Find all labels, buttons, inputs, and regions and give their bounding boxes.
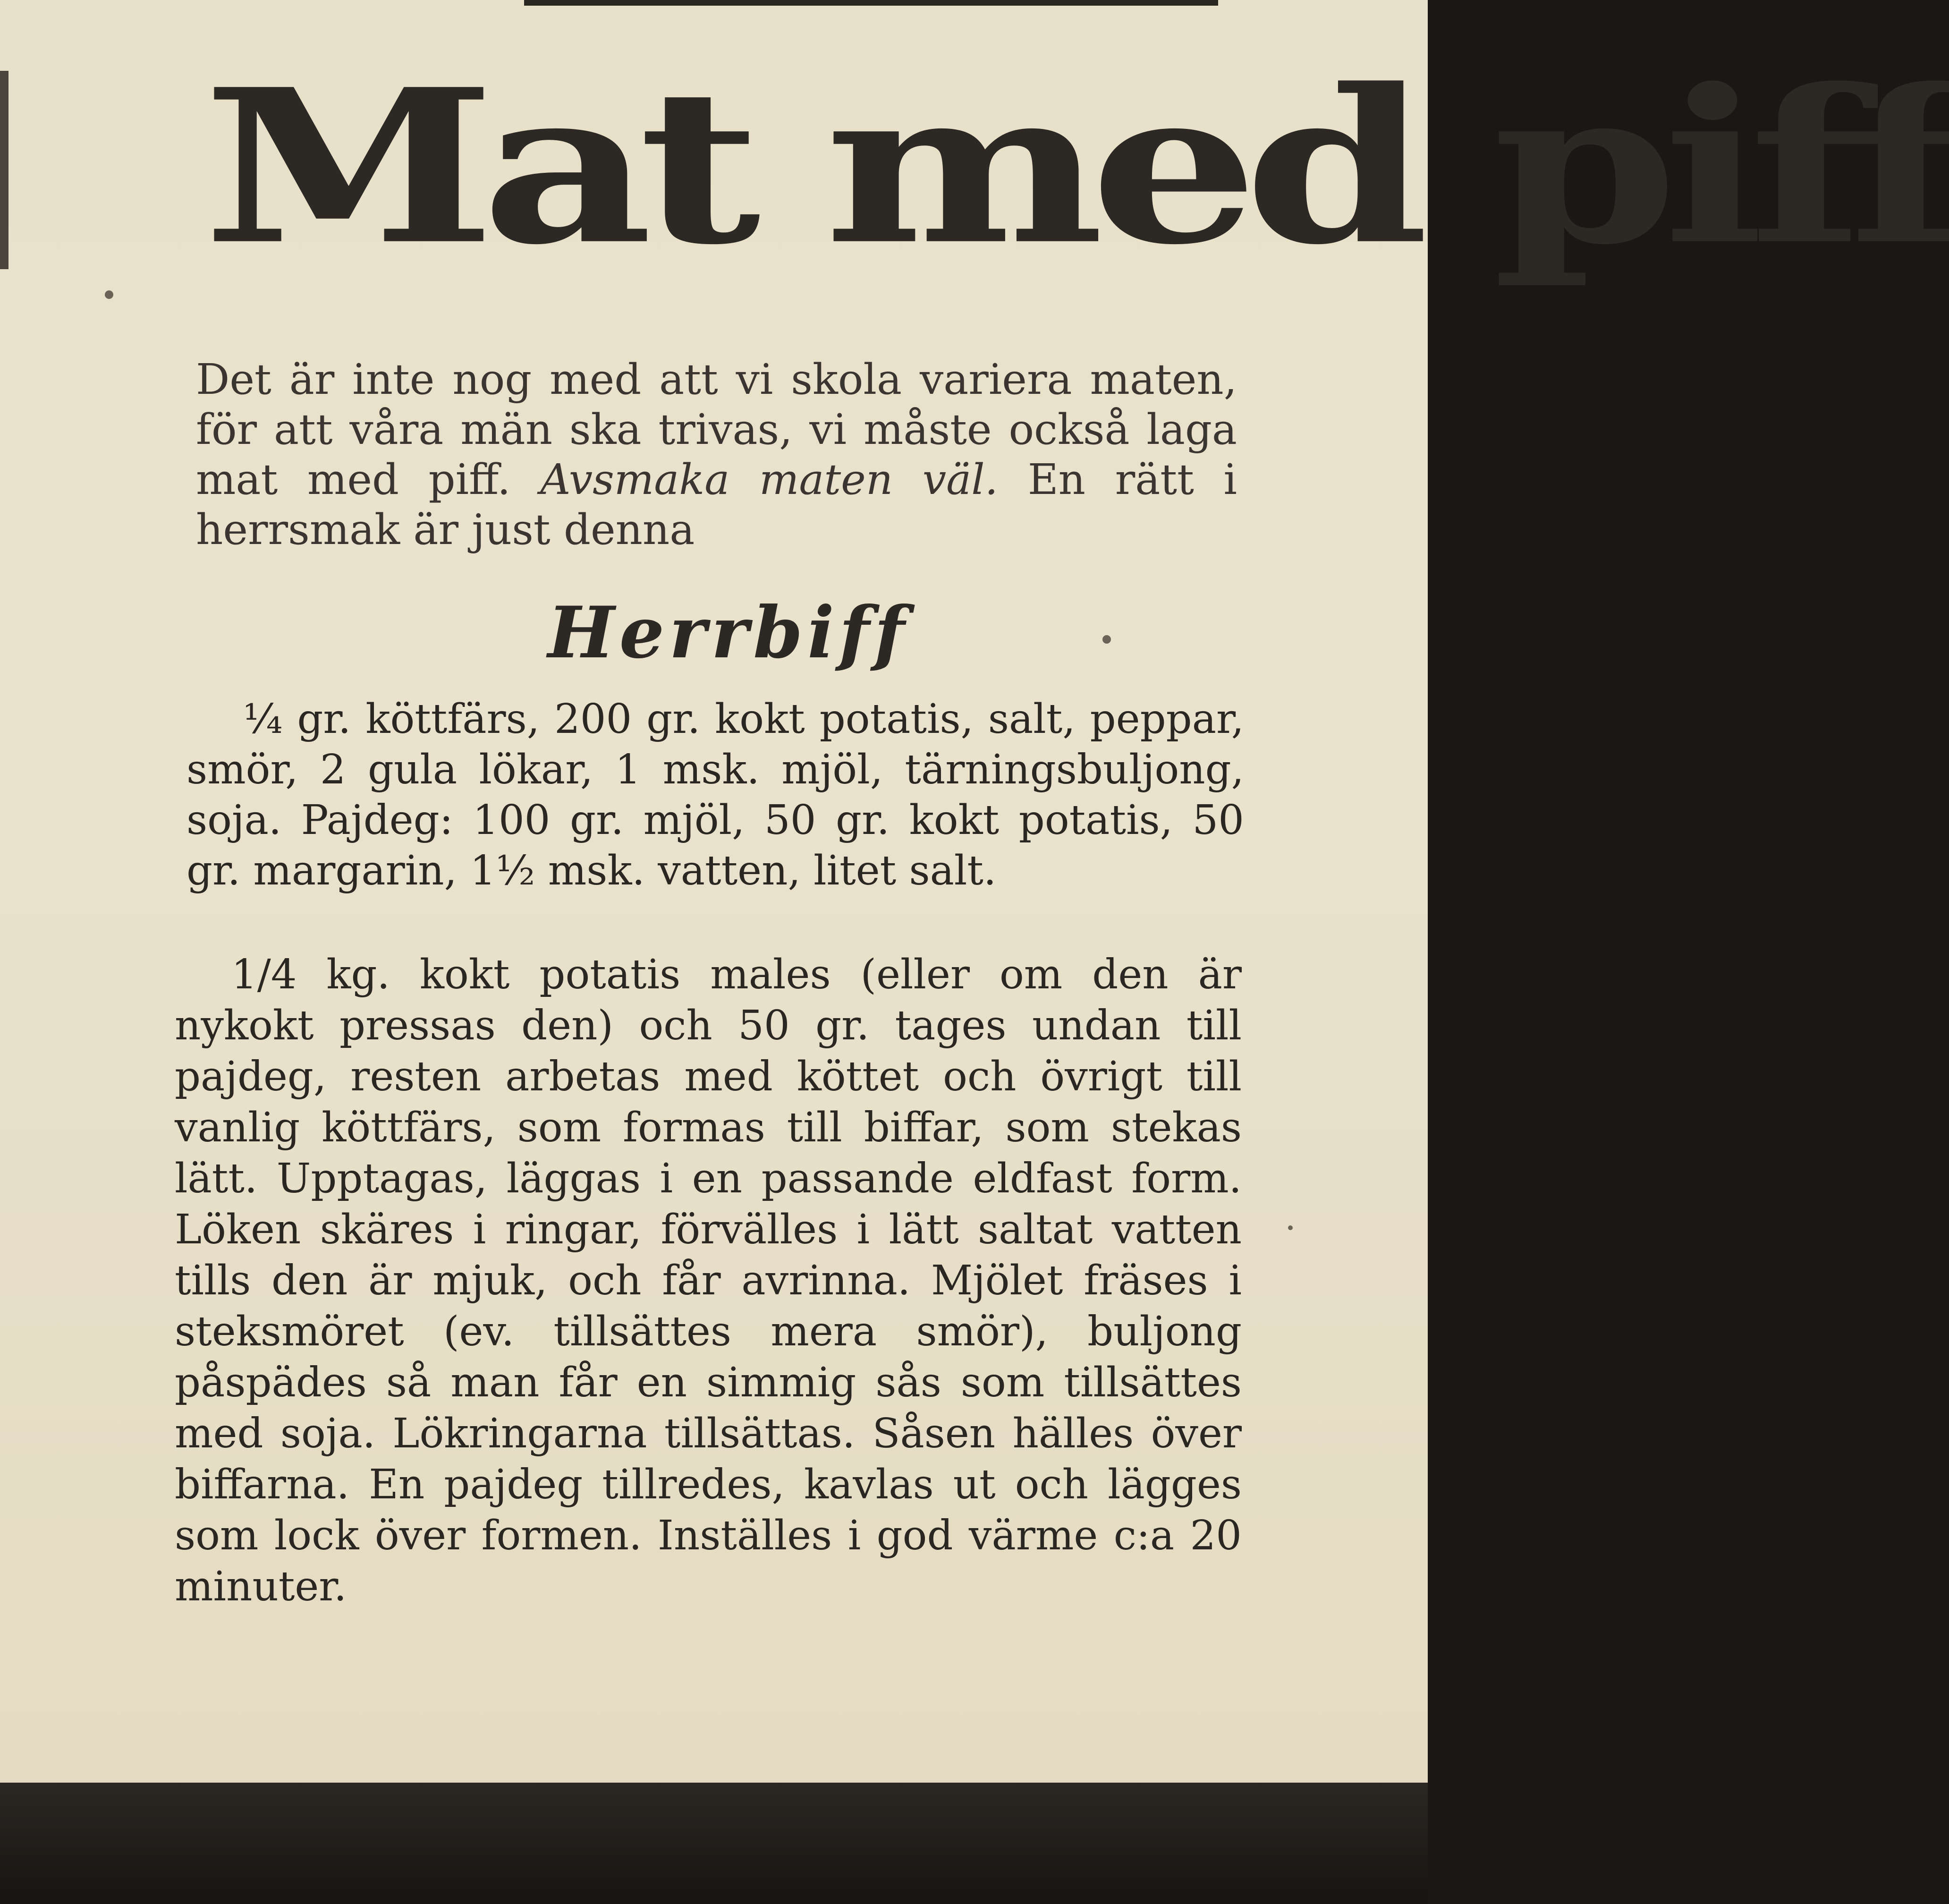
top-rule-divider (524, 0, 1218, 6)
dark-background (0, 1783, 1428, 1904)
intro-tail: En rätt i herrsmak är just denna (196, 455, 1237, 554)
recipe-method: 1/4 kg. kokt potatis males (eller om den är nykokt pressas den) och 50 gr. tages undan till pajdeg, resten arbetas med köttet och övrigt till vanlig köttfärs, som formas till biffar, som stekas lätt. Upptagas, läggas i en passande eldfast form. Löken skäres i ringar, förvälles i lätt saltat vatten tills den är mjuk, och får avrinna. Mjölet fräses i steksmöret (ev. tillsättes mera smör), buljong påspädes så man får en simmig sås som tillsättes med soja. Lökringarna tillsättas. Såsen hälles över biffarna. En pajdeg tillredes, kavlas ut och lägges som lock över formen. Inställes i god värme c:a 20 minuter. (175, 951, 1242, 1610)
paper-speck (1102, 635, 1111, 644)
paper-speck (1288, 1225, 1293, 1230)
paper-speck (105, 290, 113, 299)
intro-emphasis: Avsmaka maten väl. (540, 455, 998, 504)
intro-text: Det är inte nog med att vi skola variera maten, för att våra män ska trivas, vi måste också laga mat med piff. (196, 355, 1237, 504)
left-edge-shadow (0, 71, 8, 269)
recipe-title: Herrbiff (548, 591, 910, 674)
article-intro (196, 354, 1237, 554)
article-title: Mat med piff (203, 42, 1949, 292)
recipe-ingredients: ¼ gr. köttfärs, 200 gr. kokt potatis, salt, peppar, smör, 2 gula lökar, 1 msk. mjöl, tärningsbuljong, soja. Pajdeg: 100 gr. mjöl, 50 gr. kokt potatis, 50 gr. margarin, 1½ msk. vatten, litet salt. (186, 696, 1244, 894)
